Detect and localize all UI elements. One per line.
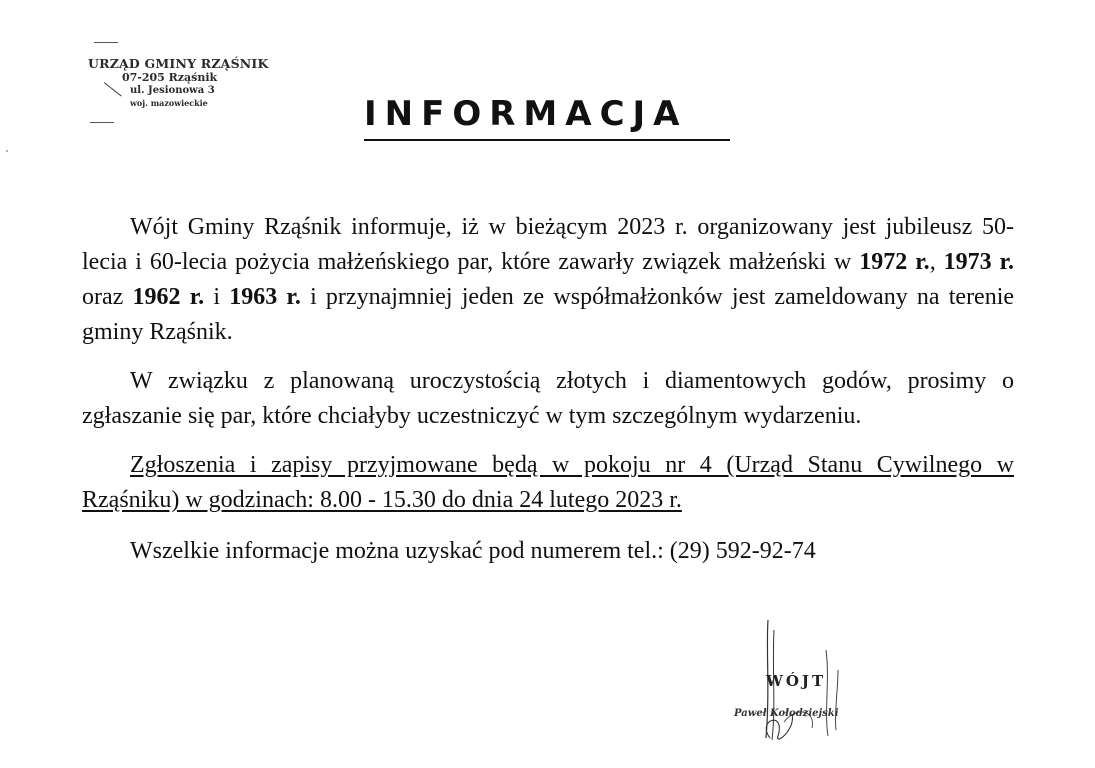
document-body [82,210,1014,569]
p1-text-1: Wójt Gminy Rząśnik informuje, iż w bieżącym 2023 r. organizowany jest jubileusz 50-lecia i 60-lecia pożycia małżeńskiego par, które zawarły związek małżeński w [82,214,1014,275]
stamp-postal-code: 07-205 Rząśnik [122,71,218,84]
scan-speck [6,150,8,152]
document-title: INFORMACJA [364,94,688,134]
paragraph-contact-phone: Wszelkie informacje można uzyskać pod numerem tel.: (29) 592-92-74 [130,538,816,564]
title-underline [364,139,730,141]
paragraph-registration-request: W związku z planowaną uroczystością złotych i diamentowych godów, prosimy o zgłaszanie się par, które chciałyby uczestniczyć w tym szczególnym wydarzeniu. [82,368,1014,429]
year-1973: 1973 r. [943,249,1015,275]
stamp-slash-mark [104,82,122,96]
p1-text-3: oraz [82,284,133,310]
paragraph-jubilee-info [82,210,1014,350]
signature-block [726,610,866,750]
stamp-voivodeship: woj. mazowieckie [130,98,208,108]
stamp-street: ul. Jesionowa 3 [130,85,215,96]
signature-title: WÓJT [766,672,827,690]
p1-text-4: i [204,284,230,310]
p1-text-5: i przynajmniej jeden ze współmałżonków jest zameldowany na terenie gminy Rząśnik. [82,284,1015,345]
stamp-dash-bottom [90,122,114,123]
p1-text-2: , [929,249,944,275]
year-1963: 1963 r. [229,284,301,310]
year-1962: 1962 r. [132,284,205,310]
office-stamp [88,56,278,126]
stamp-office-name: URZĄD GMINY RZĄŚNIK [88,56,269,71]
paragraph-registration-details: Zgłoszenia i zapisy przyjmowane będą w pokoju nr 4 (Urząd Stanu Cywilnego w Rząśniku) w godzinach: 8.00 - 15.30 do dnia 24 lutego 2023 r. [82,452,1014,513]
year-1972: 1972 r. [859,249,930,275]
stamp-dash-top [94,42,118,43]
signature-name: Paweł Kołodziejski [734,708,839,719]
